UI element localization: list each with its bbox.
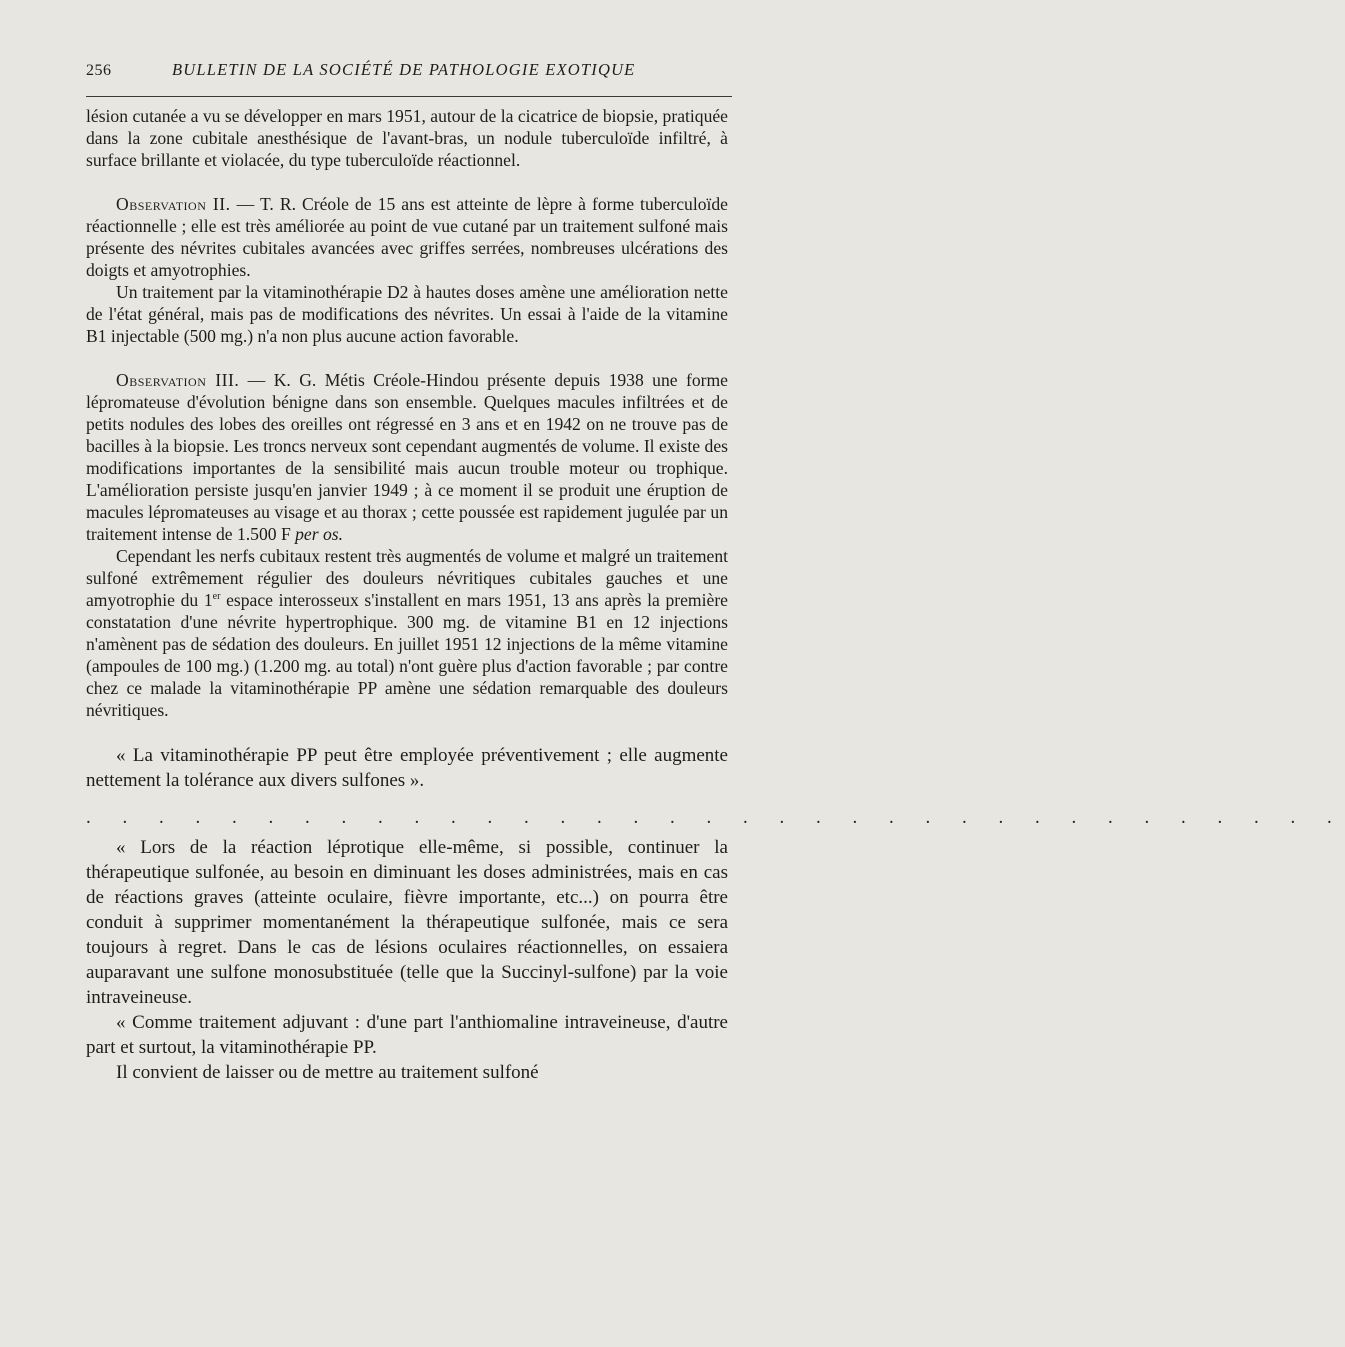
- quote-continuation: Il convient de laisser ou de mettre au traitement sulfoné: [116, 1062, 539, 1083]
- observation-2-text: — T. R. Créole de 15 ans est atteinte de lèpre à forme tuberculoïde réactionnelle ; elle est très améliorée au point de vue cutané par un traitement sulfoné mais présente des névrites cubitales avancées avec griffes serrées, nombreuses ulcérations des doigts et amyotrophies.: [86, 194, 728, 280]
- spacer: [86, 721, 728, 743]
- paragraph-lesion: lésion cutanée a vu se développer en mars 1951, autour de la cicatrice de biopsie, pratiquée dans la zone cubitale anesthésique de l'avant-bras, un nodule tuberculoïde infiltré, à surface brillante et violacée, du type tuberculoïde réactionnel.: [86, 106, 728, 170]
- observation-3-text: — K. G. Métis Créole-Hindou présente depuis 1938 une forme lépromateuse d'évolution bénigne dans son ensemble. Quelques macules infiltrées et de petits nodules des lobes des oreilles ont régressé en 3 ans et en 1942 on ne trouve pas de bacilles à la biopsie. Les troncs nerveux sont cependant augmentés de volume. Il existe des modifications importantes de la sensibilité mais aucun trouble moteur ou trophique. L'amélioration persiste jusqu'en janvier 1949 ; à ce moment il se produit une éruption de macules lépromateuses au visage et au thorax ; cette poussée est rapidement jugulée par un traitement intense de 1.500 F: [86, 370, 728, 544]
- quote-leprotic-reaction: « Lors de la réaction léprotique elle-même, si possible, continuer la thérapeutique sulfonée, au besoin en diminuant les doses administrées, mais en cas de réactions graves (atteinte oculaire, fièvre importante, etc...) on pourra être conduit à supprimer momentanément la thérapeutique sulfonée, mais ce sera toujours à regret. Dans le cas de lésions oculaires réactionnelles, on essaiera auparavant une sulfone monosubstituée (telle que la Succinyl-sulfone) par la voie intraveineuse.: [86, 837, 728, 1008]
- observation-3-italic: per os.: [295, 524, 344, 544]
- quote-preventive: « La vitaminothérapie PP peut être employée préventivement ; elle augmente nettement la tolérance aux divers sulfones ».: [86, 745, 728, 791]
- ellipsis-dots: . . . . . . . . . . . . . . . . . . . . . . . . . . . . . . . . . . .: [86, 807, 1345, 828]
- paragraph-vitamin-d2: Un traitement par la vitaminothérapie D2 à hautes doses amène une amélioration nette de l'état général, mais pas de modifications des névrites. Un essai à l'aide de la vitamine B1 injectable (500 mg.) n'a non plus aucune action favorable.: [86, 282, 728, 346]
- page-number: 256: [86, 62, 112, 79]
- observation-3-label: Observation III.: [116, 370, 240, 390]
- paragraph-cubital-nerves: [86, 545, 728, 721]
- ordinal-superscript: er: [212, 591, 221, 603]
- cubital-text-a: Cependant les nerfs cubitaux restent très augmentés de volume et malgré un traitement sulfoné extrêmement régulier des douleurs névritiques cubitales gauches et une amyotrophie du 1: [86, 546, 728, 610]
- observation-2-label: Observation II.: [116, 194, 231, 214]
- spacer: [86, 347, 728, 369]
- paragraph-observation-2: [86, 193, 728, 281]
- running-title: BULLETIN DE LA SOCIÉTÉ DE PATHOLOGIE EXOTIQUE: [172, 60, 636, 79]
- paragraph-observation-3: [86, 369, 728, 545]
- spacer: [86, 171, 728, 193]
- page-header: [86, 60, 728, 90]
- cubital-text-b: espace interosseux s'installent en mars 1951, 13 ans après la première constatation d'une névrite hypertrophique. 300 mg. de vitamine B1 en 12 injections n'amènent pas de sédation des douleurs. En juillet 1951 12 injections de la même vitamine (ampoules de 100 mg.) (1.200 mg. au total) n'ont guère plus d'action favorable ; par contre chez ce malade la vitaminothérapie PP amène une sédation remarquable des douleurs névritiques.: [86, 590, 728, 720]
- quote-adjuvant: « Comme traitement adjuvant : d'une part l'anthiomaline intraveineuse, d'autre part et surtout, la vitaminothérapie PP.: [86, 1012, 728, 1058]
- header-rule: [86, 96, 732, 97]
